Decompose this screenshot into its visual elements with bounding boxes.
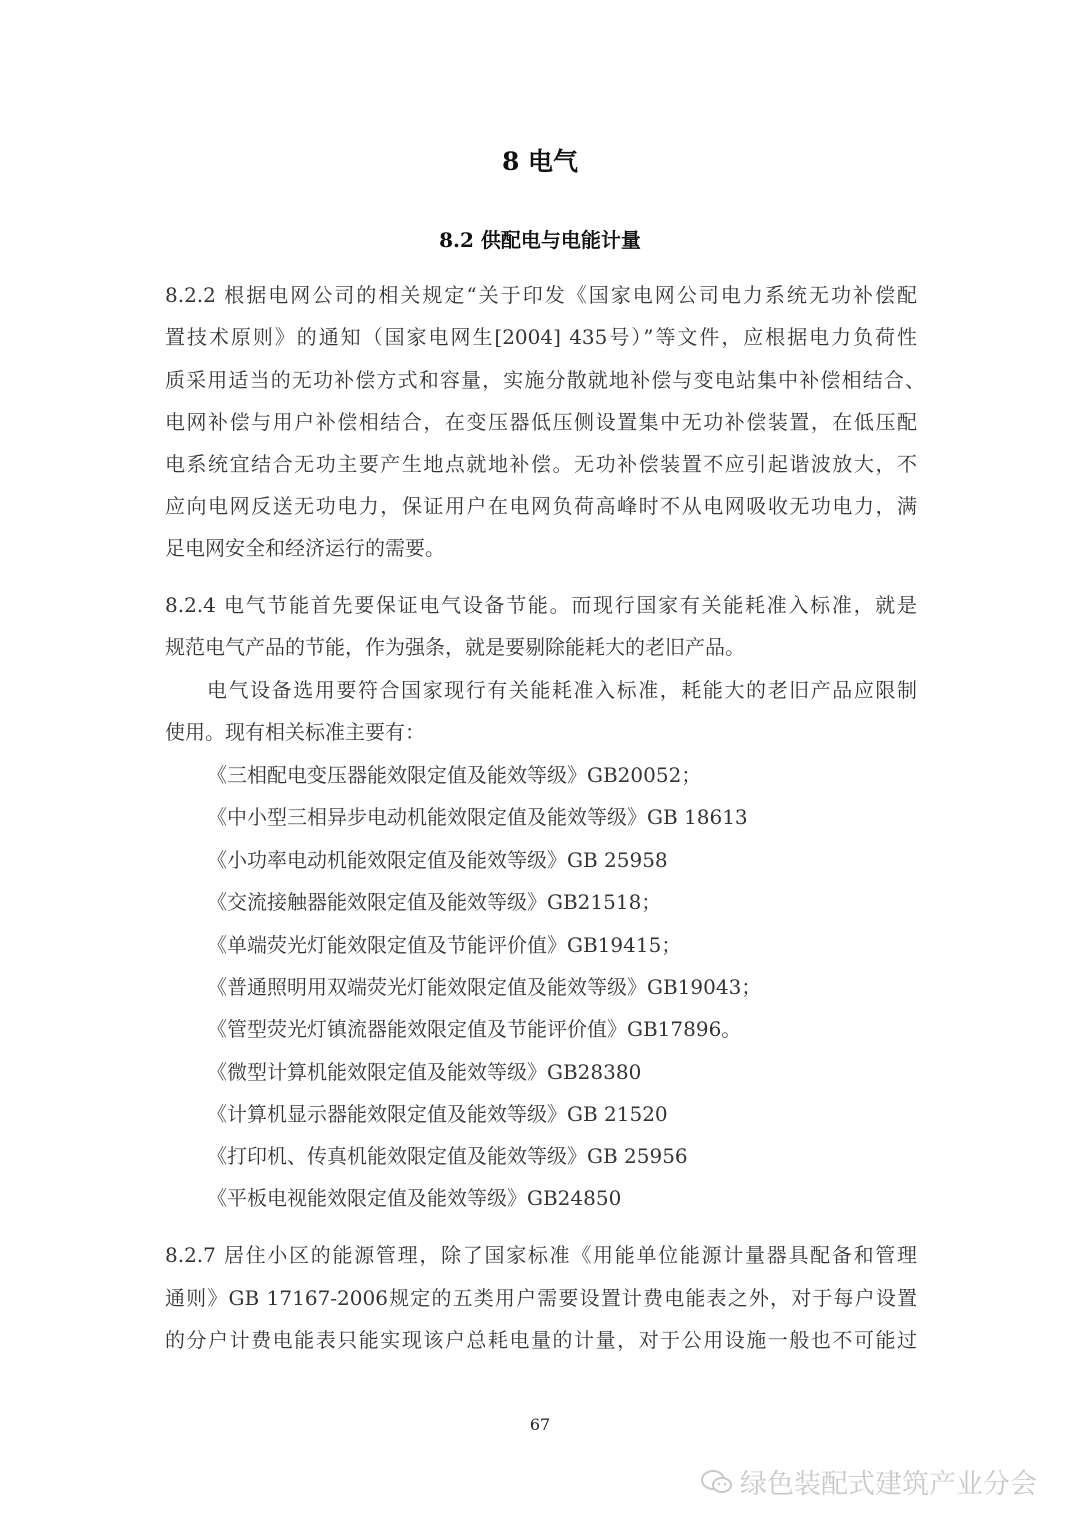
text-line: 应向电网反送无功电力，保证用户在电网负荷高峰时不从电网吸收无功电力，满: [165, 494, 917, 518]
text-line: 质采用适当的无功补偿方式和容量，实施分散就地补偿与变电站集中补偿相结合、: [165, 368, 925, 392]
text-line: 8.2.4 电气节能首先要保证电气设备节能。而现行国家有关能耗准入标准，就是: [165, 593, 917, 617]
list-item: 《打印机、传真机能效限定值及能效等级》GB 25956: [207, 1144, 688, 1168]
chapter-title: 8 电气: [501, 147, 579, 176]
list-item: 《平板电视能效限定值及能效等级》GB24850: [207, 1186, 622, 1210]
text-line: 置技术原则》的通知（国家电网生[2004] 435号）”等文件，应根据电力负荷性: [165, 325, 917, 349]
text-line: 使用。现有相关标准主要有：: [165, 720, 425, 744]
wechat-icon: [700, 1468, 734, 1496]
list-item: 《管型荧光灯镇流器能效限定值及节能评价值》GB17896。: [207, 1017, 742, 1041]
text-line: 8.2.7 居住小区的能源管理，除了国家标准《用能单位能源计量器具配备和管理: [165, 1243, 917, 1267]
watermark-text: 绿色装配式建筑产业分会: [740, 1469, 1037, 1500]
watermark: [700, 1462, 1037, 1501]
list-item: 《小功率电动机能效限定值及能效等级》GB 25958: [207, 848, 668, 872]
text-line: 电气设备选用要符合国家现行有关能耗准入标准，耗能大的老旧产品应限制: [207, 678, 917, 702]
text-line: 规范电气产品的节能，作为强条，就是要剔除能耗大的老旧产品。: [165, 635, 745, 659]
text-line: 电网补偿与用户补偿相结合，在变压器低压侧设置集中无功补偿装置，在低压配: [165, 410, 917, 434]
list-item: 《普通照明用双端荧光灯能效限定值及能效等级》GB19043；: [207, 975, 762, 999]
text-line: 电系统宜结合无功主要产生地点就地补偿。无功补偿装置不应引起谐波放大，不: [165, 452, 917, 476]
text-line: 8.2.2 根据电网公司的相关规定“关于印发《国家电网公司电力系统无功补偿配: [165, 283, 917, 307]
text-line: 通则》GB 17167-2006规定的五类用户需要设置计费电能表之外，对于每户设置: [165, 1286, 917, 1310]
list-item: 《交流接触器能效限定值及能效等级》GB21518；: [207, 890, 662, 914]
page-number: 67: [529, 1415, 551, 1434]
list-item: 《计算机显示器能效限定值及能效等级》GB 21520: [207, 1102, 668, 1126]
text-line: 足电网安全和经济运行的需要。: [165, 536, 445, 560]
list-item: 《单端荧光灯能效限定值及节能评价值》GB19415；: [207, 933, 682, 957]
list-item: 《三相配电变压器能效限定值及能效等级》GB20052；: [207, 763, 702, 787]
text-line: 的分户计费电能表只能实现该户总耗电量的计量，对于公用设施一般也不可能过: [165, 1328, 917, 1352]
list-item: 《中小型三相异步电动机能效限定值及能效等级》GB 18613: [207, 805, 748, 829]
list-item: 《微型计算机能效限定值及能效等级》GB28380: [207, 1060, 642, 1084]
section-title: 8.2 供配电与电能计量: [439, 228, 641, 252]
